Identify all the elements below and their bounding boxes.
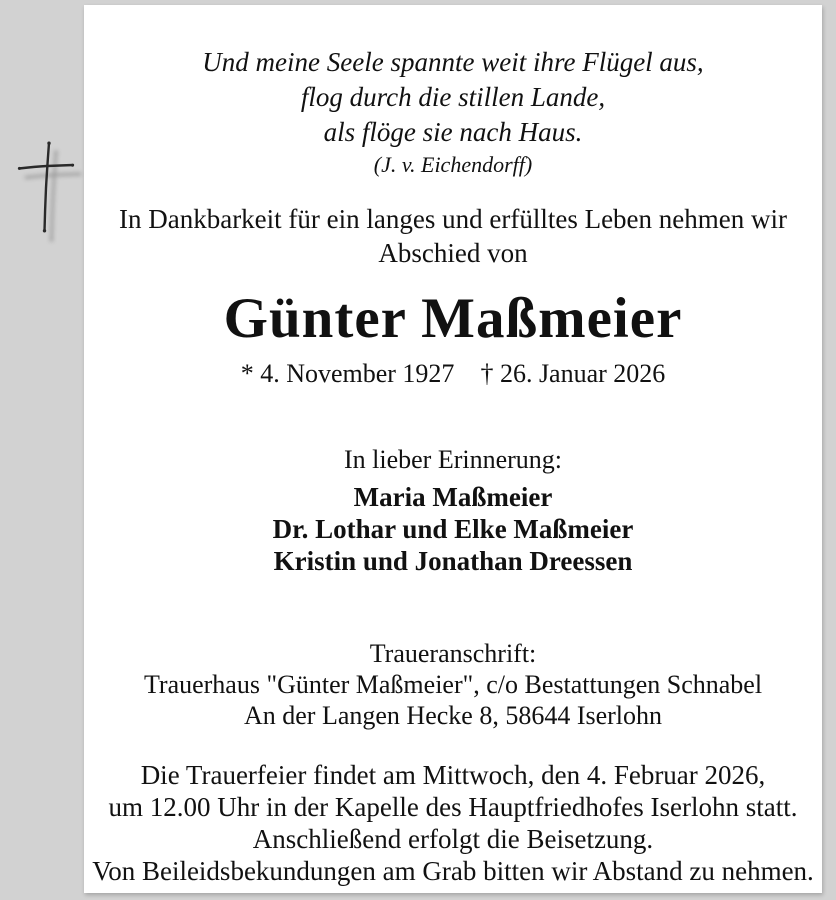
intro-block (84, 202, 822, 270)
poem-block (84, 45, 822, 178)
memorial-name: Dr. Lothar und Elke Maßmeier (272, 514, 634, 544)
obituary-card (84, 5, 822, 893)
service-line: Die Trauerfeier findet am Mittwoch, den 4. Februar 2026, (140, 760, 766, 790)
memorial-name: Maria Maßmeier (353, 482, 553, 512)
memorial-names (84, 481, 822, 577)
intro-line: In Dankbarkeit für ein langes und erfülltes Leben nehmen wir (118, 204, 787, 234)
address-line: An der Langen Hecke 8, 58644 Iserlohn (243, 701, 663, 730)
death-date: † 26. Januar 2026 (480, 359, 666, 388)
memorial-name: Kristin und Jonathan Dreessen (273, 546, 633, 576)
cross-icon (16, 140, 76, 236)
poem-line: Und meine Seele spannte weit ihre Flügel aus, (202, 47, 704, 77)
poem-line: flog durch die stillen Lande, (300, 82, 606, 112)
intro-line: Abschied von (378, 238, 528, 268)
birth-date: * 4. November 1927 (240, 359, 455, 388)
life-dates (84, 359, 822, 389)
address-heading: Traueranschrift: (369, 639, 537, 668)
poem-attribution: (J. v. Eichendorff) (373, 152, 533, 177)
poem-line: als flöge sie nach Haus. (323, 117, 583, 147)
service-line: Anschließend erfolgt die Beisetzung. (252, 824, 654, 854)
memorial-heading: In lieber Erinnerung: (343, 445, 563, 474)
address-line: Trauerhaus "Günter Maßmeier", c/o Bestattungen Schnabel (143, 670, 763, 699)
service-block (84, 759, 822, 887)
deceased-name: Günter Maßmeier (223, 287, 683, 350)
service-line: um 12.00 Uhr in der Kapelle des Hauptfriedhofes Iserlohn statt. (108, 792, 798, 822)
service-line: Von Beileidsbekundungen am Grab bitten wir Abstand zu nehmen. (92, 856, 814, 886)
